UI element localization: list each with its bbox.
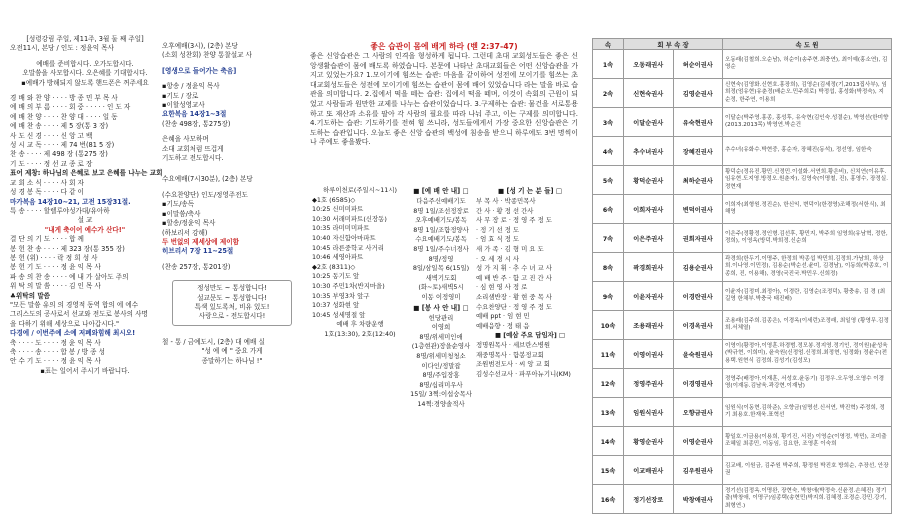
table-row — [593, 79, 892, 108]
table-cell-name: 황덕순권사 — [624, 166, 674, 195]
service-item: 8명/위세미인애 — [419, 332, 463, 341]
table-cell-name: 오동래권사 — [624, 50, 674, 79]
table-row — [593, 253, 892, 282]
table-row — [593, 166, 892, 195]
service-item: 8명/위세미청청소 — [416, 351, 466, 360]
evening-note: 기도하고 전도합시다. — [162, 154, 224, 163]
order-item: 사 도 신 경 · · · · 신 앙 고 백 — [10, 131, 93, 140]
staff-item: 소리샘반장 · 황 현 중 목 사 — [476, 292, 552, 301]
meeting-item: 이동 이정영미 — [421, 292, 461, 301]
header-cell: 속 — [593, 39, 624, 50]
staff-item: 수요찬양단 · 정 영 주 정 도 — [476, 302, 552, 311]
table-cell-vname: 박창애권사 — [673, 485, 723, 514]
evangelism-notice-box — [172, 280, 292, 326]
order-item: 예 배 의 부 름 · · · · 회 중 · · · · · 인 도 자 — [10, 103, 131, 112]
table-cell-vname: 허순이권사 — [673, 50, 723, 79]
evening-item: ▪이할성영교사 — [162, 101, 205, 110]
wednesday-item: ▪할송/정윤익 목사 — [162, 219, 216, 228]
cell-group-rows — [593, 50, 892, 514]
staff-item: 예배 ppt · 임 현 민 — [476, 312, 530, 321]
table-cell-no: 7속 — [593, 224, 624, 253]
wednesday-item: ▪기도/송독 — [162, 200, 195, 209]
table-row — [593, 369, 892, 398]
table-cell-name: 이달순권사 — [624, 108, 674, 137]
order-item: 봉 헌 (위) · · · · 락 정 희 성 사 — [10, 253, 98, 262]
evening-title: [영생으로 들어가는 축음] — [162, 66, 237, 75]
table-cell-name: 추수녀권사 — [624, 137, 674, 166]
order-item: 위 탁 의 말 씀 · · · · 김 인 목 사 — [10, 282, 101, 291]
meeting-and-service-guide — [408, 186, 474, 409]
table-row — [593, 340, 892, 369]
welcome-line: 오말씀을 사모합시다. 오은혜를 기대합시다. — [22, 69, 148, 78]
table-cell-desc: 오동래(김철희.오순남), 허순이(송주현.최충연), 최이예(홍소연), 김영순 — [723, 50, 892, 79]
table-row — [593, 398, 892, 427]
schedule-item: 10:37 성화현 앞 — [312, 301, 360, 310]
notice-line: 정성만도 ~ 통성합니다! — [197, 284, 267, 293]
table-cell-desc: 이윤자(김정미.최정아), 이경란, 김영순(조정덕), 황충송, 김 경 (최길영 한채부.박충국 태진배) — [723, 282, 892, 311]
service-item: 15일/ 3쩍:이섭숭목사 — [410, 390, 472, 399]
missionary-item: 김성수선교사 · 파푸아뉴기니(KM) — [476, 369, 571, 378]
table-cell-vname: 이경란권사 — [673, 282, 723, 311]
table-cell-desc: 추수녀(유화수.박현중, 홍순자, 장혜진(동석), 정선영, 임한숙 — [723, 137, 892, 166]
order-item: 봉 헌 찬 송 · · · · 제 323 장(통 355 장) — [10, 244, 125, 253]
table-row — [593, 282, 892, 311]
welcome-line: 예배를 준비합시다. 오가도합시다. — [36, 59, 134, 68]
order-item: 경 배 와 찬 양 · · · · 방 종 민 부 목 사 — [10, 94, 118, 103]
table-cell-no: 1속 — [593, 50, 624, 79]
standing-note: ▪표는 일어서 주시기 바랍니다. — [40, 366, 130, 375]
table-cell-no: 6속 — [593, 195, 624, 224]
staff-item: 사 무 장 로 · 정 영 주 정 도 — [476, 216, 552, 225]
table-cell-name: 정기선장로 — [624, 485, 674, 514]
service-sub-header: 오전11시, 본당 / 인도 : 정윤익 목사 — [10, 44, 114, 53]
table-row — [593, 50, 892, 79]
table-cell-no: 13속 — [593, 398, 624, 427]
table-cell-name: 조용래권사 — [624, 311, 674, 340]
table-cell-vname: 김우원권사 — [673, 456, 723, 485]
next-week-title: 다경에 / 이번주예 소예 저폐와힘해 최시오! — [10, 329, 136, 338]
table-row — [593, 224, 892, 253]
evening-note: 소대 교회처럼 뜨겁게 — [162, 144, 224, 153]
evening-sub: (소회 성찬회) 찬양 통찰설교 사 — [162, 51, 252, 60]
devotional-and-info-panel — [304, 0, 584, 501]
table-row — [593, 311, 892, 340]
cell-group-table — [592, 38, 892, 514]
wednesday-title: 두 번없의 제세상에 제이함 — [162, 237, 239, 246]
staff-item: 새 가 족 · 김 형 미 요 도 — [476, 244, 544, 253]
staff-title: ■ [성 기 는 분 들] □ — [497, 187, 563, 195]
meeting-item: 다음주신예배기도 — [416, 197, 466, 205]
table-cell-no: 16속 — [593, 485, 624, 514]
commission-line: 을 다하기 위해 세상으로 나아갑시다." — [10, 319, 120, 328]
schedule-foot: 예배 후 차량운행 — [336, 320, 384, 329]
devotional-title: 좋은 습관이 몸에 배게 하라 (벧 2:37-47) — [370, 42, 518, 51]
notice-line: 설교문도 ~ 통성합니다! — [197, 293, 267, 302]
table-cell-desc: 황일호.이금용(이용희, 황기진, 서진) 이영순(이영정, 박민), 조미출 조혜일 최종민, 이동임, 김요한, 조영훈 이숙희 — [723, 427, 892, 456]
missionary-title: ■ [예삼 주요 담임자] □ — [494, 331, 566, 340]
table-cell-vname: 윤숙원권사 — [673, 340, 723, 369]
table-cell-vname: 오향금권사 — [673, 398, 723, 427]
meeting-item: 새벽기도회 — [425, 273, 457, 282]
table-cell-name: 정영주권사 — [624, 369, 674, 398]
table-cell-desc: 이은주(정황정.정인형.김선후, 황민지, 박주희 임영희(유남혁, 정한, 정희), 이영옥(방덕.박희정.신순희 — [723, 224, 892, 253]
friday-line: "성 예 예 " 중요 가게 — [201, 347, 263, 356]
staff-item: 간 사 · 황 정 선 간사 — [476, 206, 534, 215]
table-cell-name: 이윤자권사 — [624, 282, 674, 311]
schedule-item: 10:35 부영3차 앞구 — [312, 291, 370, 300]
table-cell-vname: 김용순권사 — [673, 253, 723, 282]
table-row — [593, 137, 892, 166]
table-row — [593, 485, 892, 514]
table-cell-no: 12속 — [593, 369, 624, 398]
motto-line: 표어 제창: 하나님의 은혜로 보고 은혜를 나누는 교회 — [10, 169, 163, 178]
table-cell-name: 곽경희권사 — [624, 253, 674, 282]
table-cell-no: 11속 — [593, 340, 624, 369]
special-song: 특 송 · · · · 할렐루야성가대/유아하 — [10, 206, 110, 215]
wednesday-sub: (수요찬양단) 인도/정영주전도 — [162, 190, 248, 199]
service-item: (1층현관)장을순영사 — [411, 342, 471, 351]
meeting-title: ■ [예 배 안 내] □ — [413, 187, 469, 195]
table-cell-vname: 변덕이권사 — [673, 195, 723, 224]
service-item: 이다인/정말잡 — [421, 361, 461, 370]
order-item: 기 도 · · · · 정 선 교 종 로 장 — [10, 159, 93, 168]
staff-item: 예배음향 · 정 태 음 — [476, 321, 530, 330]
service-item: 14쩍:경양솔적사 — [417, 399, 465, 408]
table-cell-desc: 이희자(최형원.정진순), 한신익, 변덕이(한경영)조해정(서한식), 최해영 — [723, 195, 892, 224]
schedule-item: 10:35 라미미미파트 — [312, 224, 370, 233]
order-item: 봉 헌 기 도 · · · · 정 윤 익 목 사 — [10, 263, 101, 272]
commission-line: 그리스도의 공사로서 선교와 전도로 봉사의 사명 — [10, 310, 148, 319]
staff-item: 예 배 반 주 · 함 고 진 간 사 — [476, 273, 552, 282]
meeting-item: 수요예배기도/봉독 — [415, 235, 467, 244]
table-cell-desc: 이달순(박주영.홍종, 홍성후, 유숙현(김인숙.성결순), 박영선(한미향(2013.2013목) 박영연.박순건 — [723, 108, 892, 137]
commission-title: ♣위탁의 말씀 — [10, 291, 51, 300]
table-cell-no: 15속 — [593, 456, 624, 485]
staff-item: · 엄 효 식 정 도 — [476, 235, 520, 244]
header-cell: 속 도 원 — [723, 39, 892, 50]
schedule-item: 10:45 성세명절 앞 — [312, 310, 366, 319]
scripture-reading: 마가복음 14장10~21, 고전 15장31절. — [10, 197, 131, 206]
table-cell-name: 이영이권사 — [624, 340, 674, 369]
service-item: 8명/십리미우사 — [419, 380, 463, 389]
service-item: 8명/주입장홍 — [422, 371, 460, 380]
service-title: ■ [봉 사 안 내] □ — [413, 303, 469, 312]
table-row — [593, 456, 892, 485]
cell-group-panel — [592, 0, 896, 509]
table-cell-name: 이희자권사 — [624, 195, 674, 224]
meeting-item: 8명 1일/조함정양사 — [413, 225, 469, 234]
sermon-label: 설 교 — [77, 216, 93, 225]
table-cell-desc: 정영주(배정아.이재훈, 서성호.윤동기) 김정우.오두영.오영수 이경영(이재동.김남욱.곽강현.이재남) — [723, 369, 892, 398]
wednesday-header: 수요예배(7시30분), (2층) 본당 — [162, 175, 253, 184]
welcome-line: ▪예배가 방해되지 않도록 핸드폰은 꺼주세요 — [21, 78, 149, 87]
schedule-foot: 1호(13:30), 2호(12:40) — [324, 329, 396, 338]
staff-item: 부 목 사 · 박종민목사 — [476, 197, 536, 205]
schedule-item: 10:30 주민1차(반지마을) — [312, 281, 385, 290]
table-cell-name: 이교배권사 — [624, 456, 674, 485]
meeting-item: 8명 1일/조선정장로 — [413, 206, 469, 215]
schedule-item: 10:40 자신함아마파트 — [312, 233, 376, 242]
notice-line: 사랑으로 - 전도합시다! — [198, 312, 266, 321]
order-item: 안 수 기 도 · · · · 정 윤 익 목 사 — [10, 357, 101, 366]
wednesday-item: (하보리서 강해) — [162, 228, 208, 237]
table-cell-desc: 곽경희(한두기.이명주, 한정희 박종섭 박민희.김정희.가남희, 하상희.이나영.이민정), 김용순(박순선.윤미, 김경남), 이동희(박종호, 이종희, 진, 이용해), 경영(국진국.박민우.신희정) — [723, 253, 892, 282]
table-cell-vname: 이경영권사 — [673, 369, 723, 398]
table-cell-vname: 장혜진권사 — [673, 137, 723, 166]
order-item: 결 단 의 기 도 · · · · 합 께 — [10, 235, 84, 244]
evening-note: 은혜을 사모하며 — [162, 135, 209, 144]
evening-item: ▪항송 / 정윤익 목사 — [162, 82, 220, 91]
meeting-item: 오후예배기도/봉독 — [415, 216, 467, 225]
table-cell-vname: 권희자권사 — [673, 224, 723, 253]
order-item: 성 경 봉 독 · · · · 다 같 이 — [10, 188, 84, 197]
schedule-item: 10:45 라른중학교 사거리 — [312, 243, 384, 252]
order-item: 파 송 의 찬 송 · · · · 예 내 가 살아도 주의 — [10, 272, 129, 281]
schedule-item: 10:30 서래미파트(신장동) — [312, 214, 387, 223]
table-cell-vname: 최하순권사 — [673, 166, 723, 195]
table-row — [593, 427, 892, 456]
friday-line: 종말하기는 하나님 !" — [201, 356, 263, 365]
order-item: 예 배 찬 송 · · · · 제 5 장(통 3 장) — [10, 122, 109, 131]
weekday-services-panel — [162, 0, 302, 501]
wednesday-item: ▪이말씀/축사 — [162, 209, 201, 218]
schedule-item: 10:25 동기도 앞 — [312, 272, 360, 281]
order-item: 축 · · · · 도 · · · · 정 윤 익 목 사 — [10, 338, 101, 347]
order-item: 예 배 찬 양 · · · · 찬 양 대 · · · · 일 동 — [10, 112, 118, 121]
missionary-item: 재중명목사 · 함봉정교회 — [476, 350, 544, 359]
order-item: 축 · · · · 송 · · · · 합 봉 / 방 종 성 — [10, 348, 106, 356]
sermon-title: "내게 축이어 예수가 산다!" — [44, 225, 126, 234]
table-cell-desc: 이영이(황정아,이영훈.하경범.정모봉.정지영.정기인, 정이원)윤성욱(박규현, 이희미), 윤숙원(신정엄.신정희.최정현, 임정화) 정윤수(전용택.원현식 김정희.김성기(김성모) — [723, 340, 892, 369]
service-item: 이영희 — [431, 323, 451, 332]
shuttle-schedule — [312, 186, 408, 340]
table-row — [593, 195, 892, 224]
staff-item: · 심 현 영 사 정 로 — [476, 283, 528, 292]
header-cell: 회 부 속 장 — [624, 39, 723, 50]
table-cell-desc: 신현숙(김영화.신현호.홍장희), 김영순(김세정(기,2013집사부), 임희정(엄유현)유춘정(배순오.민주희로) 박정섭, 홍성화(박정숙), 지순정, 한주연, 이용희 — [723, 79, 892, 108]
meeting-item: 8명/정영 — [428, 254, 454, 263]
evening-header: 오후예배(3시), (2층) 본당 — [162, 42, 238, 50]
service-header: [성령강림 주일, 제11주, 3월 둘 째 주일] — [26, 35, 144, 43]
table-cell-desc: 임원식(이동현.김하준), 오향금(임명선.신서연, 박진혁) 주정희, 정기 최용호.한재욱.표혁선 — [723, 398, 892, 427]
table-cell-name: 신현숙권사 — [624, 79, 674, 108]
order-item: 교 회 소 식 · · · · 사 회 자 — [10, 178, 84, 187]
table-cell-no: 8속 — [593, 253, 624, 282]
notice-line: 특색 있도록처, 비유 있도! — [194, 302, 270, 311]
wednesday-verse: 히브리서 7장 11~25절 — [162, 247, 234, 256]
meeting-item: (화~토)새벽5시 — [418, 283, 464, 292]
table-cell-name: 임원식권사 — [624, 398, 674, 427]
table-cell-vname: 유숙현권사 — [673, 108, 723, 137]
meeting-item: 8일/삼일목 6(15일) — [412, 264, 470, 273]
table-cell-no: 3속 — [593, 108, 624, 137]
schedule-item: 10:25 신미미파트 — [312, 205, 364, 214]
table-cell-vname: 이영순권사 — [673, 427, 723, 456]
schedule-item: ◆1호 (6585)◇ — [312, 195, 356, 204]
evening-item: ▪기도 / 장로 — [162, 91, 199, 100]
table-cell-no: 14속 — [593, 427, 624, 456]
table-cell-no: 9속 — [593, 282, 624, 311]
schedule-title: 하루이천로(주일시~11시) — [322, 186, 398, 194]
worship-order-panel — [10, 0, 163, 501]
table-cell-desc: 정기선(김정옥.이명완, 장현숙, 박창애(박정숙.신윤정.손혜진) 정기출(박창애, 이명구)임종택(송현민)박지희.김혜정.조경순.강민.강기, 최형연.) — [723, 485, 892, 514]
table-row — [593, 108, 892, 137]
table-cell-no: 4속 — [593, 137, 624, 166]
table-cell-vname: 이경옥권사 — [673, 311, 723, 340]
table-cell-no: 10속 — [593, 311, 624, 340]
staff-list — [476, 186, 584, 379]
staff-item: · 정 기 선 정 도 — [476, 225, 520, 234]
evening-hymn: (찬송 498장, 통275장) — [162, 119, 231, 128]
table-cell-name: 이은주권사 — [624, 224, 674, 253]
staff-item: 성 가 지 휘 · 추 수 녀 교 사 — [476, 264, 552, 273]
devotional-paragraph: 좋은 신앙습관은 그 사람의 인격을 형성하게 됩니다. 그런데 초대 교회성도들은 좋은 신앙생활습관이 몸에 배도록 하였습니다. 본문에 나타난 초대교회들은 어떤 신앙습관을 가지고 있었는가요? 1.모이기에 힘쓰는 습관: 마음을 같이하여 성전에 모이기를 힘쓰는 초대교회성도들은 성전에 모이기에 힘쓰는 습관이 몸에 배어 있었습니다 라는 말을 바로 습관을 의미합니다. 2.집에서 떡을 떼는 습관: 집에서 떡을 떼며, 이것이 속회의 근원이 되었고 사람들과 원만한 교제를 나누는 습관이었습니다. 3.구제하는 습관: 물건을 서로통용하고 또 재산과 소유를 팔아 각 사람의 필요를 따라 나눠 주고, 이는 구제를 의미합니다. 4.기도하는 습관: 기도하기를 전혀 힘 쓰니라, 성도들에게서 가장 중요한 신앙습관은 기도하는 습관입니다. 오늘도 좋은 신앙 습관의 백성에 침송을 받으니 하루에도 3번 명씩이나 주예도 좋을봤다. — [310, 52, 578, 147]
table-cell-desc: 황덕순(정유진.황민.신정민.이설화.서연희.황은비), 신치연(이유후.임유현.도지영.방정오.원춘자), 김영숙(이명철, 진), 홍영수, 장정실.정현재 — [723, 166, 892, 195]
friday-header: 철 - 통 / 금예도시, (2층) 대 예배 실 — [162, 337, 265, 346]
table-cell-no: 5속 — [593, 166, 624, 195]
schedule-item: 10:46 세영아파트 — [312, 253, 364, 262]
wednesday-hymn: (찬송 257장, 통201장) — [162, 262, 231, 271]
table-cell-desc: 조용래(김주희.김종은), 이경옥(이세런)조정래, 최일영 (황영무.김정희.서체열) — [723, 311, 892, 340]
order-item: 성 시 교 독 · · · · 제 74 번(81 5 장) — [10, 141, 115, 150]
missionary-item: 조원범전도사 · 씨 앙 교 회 — [476, 360, 550, 369]
table-cell-no: 2속 — [593, 79, 624, 108]
table-cell-vname: 김영순권사 — [673, 79, 723, 108]
staff-item: · 오 세 경 시 사 — [476, 254, 520, 263]
service-item: 헌당관리 — [428, 313, 454, 322]
evening-verse: 요한복음 14장1~3절 — [162, 110, 227, 119]
order-item: 찬 송 · · · · 제 498 장 (통275 장) — [10, 150, 108, 159]
schedule-item: ◆2호 (8311)◇ — [312, 262, 356, 271]
table-cell-name: 황영순권사 — [624, 427, 674, 456]
meeting-item: 8명 1일/주수너경사 — [413, 244, 469, 253]
table-cell-desc: 김교배, 이원금, 김주원 박주희, 황정원 박진호 방희순, 추장선, 안장권 — [723, 456, 892, 485]
missionary-item: 정명원목사 · 세브란스병원 — [476, 340, 551, 349]
commission-line: "모든 말씀 유의 의 경영적 동역 합의 에 에수 — [10, 300, 139, 309]
